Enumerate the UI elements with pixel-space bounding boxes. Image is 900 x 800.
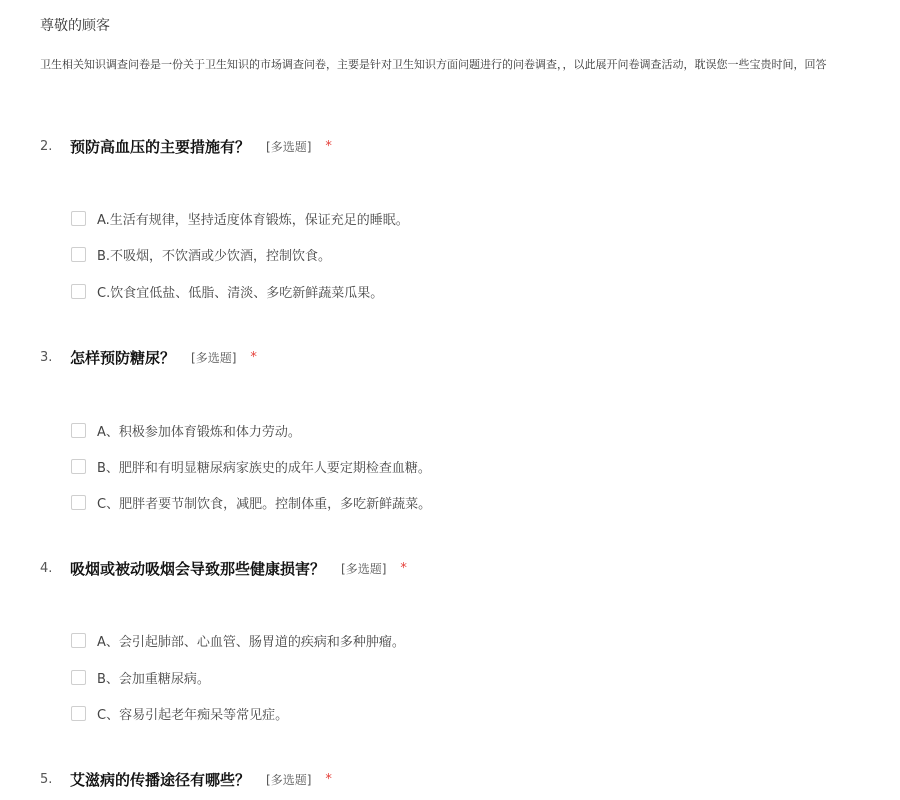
question-type: [多选题]	[191, 350, 237, 365]
question-number: 2.	[40, 138, 53, 154]
option-label: A、会引起肺部、心血管、肠胃道的疾病和多种肿瘤。	[97, 634, 405, 650]
question-number: 4.	[40, 560, 53, 576]
required-marker: *	[400, 560, 407, 576]
checkbox[interactable]	[71, 423, 86, 438]
question-type: [多选题]	[266, 772, 312, 787]
required-marker: *	[325, 138, 332, 154]
checkbox[interactable]	[71, 211, 86, 226]
checkbox[interactable]	[71, 459, 86, 474]
option-label: C、容易引起老年痴呆等常见症。	[97, 707, 289, 723]
option-c[interactable]	[71, 281, 383, 301]
checkbox[interactable]	[71, 247, 86, 262]
checkbox[interactable]	[71, 495, 86, 510]
question-type: [多选题]	[266, 139, 312, 154]
question-header	[40, 557, 407, 579]
question-title: 预防高血压的主要措施有？	[70, 137, 251, 156]
question-title: 怎样预防糖尿？	[70, 348, 176, 367]
question-title: 艾滋病的传播途径有哪些？	[70, 770, 251, 789]
question-number: 5.	[40, 771, 53, 787]
option-b[interactable]	[71, 244, 331, 264]
question-title: 吸烟或被动吸烟会导致那些健康损害？	[70, 559, 326, 578]
option-a[interactable]	[71, 630, 405, 650]
required-marker: *	[250, 349, 257, 365]
option-a[interactable]	[71, 420, 301, 440]
option-label: B.不吸烟，不饮酒或少饮酒，控制饮食。	[97, 248, 332, 264]
option-label: B、会加重糖尿病。	[97, 671, 210, 687]
option-label: C.饮食宜低盐、低脂、清淡、多吃新鲜蔬菜瓜果。	[97, 285, 384, 301]
greeting: 尊敬的顾客	[40, 18, 110, 34]
checkbox[interactable]	[71, 670, 86, 685]
question-header	[40, 768, 332, 790]
survey-intro: 卫生相关知识调查问卷是一份关于卫生知识的市场调查问卷，主要是针对卫生知识方面问题进行的问卷调查，，以此展开问卷调查活动，耽误您一些宝贵时间，回答	[40, 58, 827, 71]
question-type: [多选题]	[341, 561, 387, 576]
required-marker: *	[325, 771, 332, 787]
question-number: 3.	[40, 349, 53, 365]
option-b[interactable]	[71, 456, 431, 476]
checkbox[interactable]	[71, 706, 86, 721]
option-label: A、积极参加体育锻炼和体力劳动。	[97, 424, 301, 440]
option-label: C、肥胖者要节制饮食，减肥。控制体重，多吃新鲜蔬菜。	[97, 496, 432, 512]
option-a[interactable]	[71, 208, 409, 228]
checkbox[interactable]	[71, 633, 86, 648]
option-label: B、肥胖和有明显糖尿病家族史的成年人要定期检查血糖。	[97, 460, 431, 476]
question-header	[40, 135, 332, 157]
option-label: A.生活有规律，坚持适度体育锻炼，保证充足的睡眠。	[97, 212, 409, 228]
option-c[interactable]	[71, 492, 431, 512]
option-c[interactable]	[71, 703, 288, 723]
checkbox[interactable]	[71, 284, 86, 299]
question-header	[40, 346, 257, 368]
option-b[interactable]	[71, 667, 210, 687]
